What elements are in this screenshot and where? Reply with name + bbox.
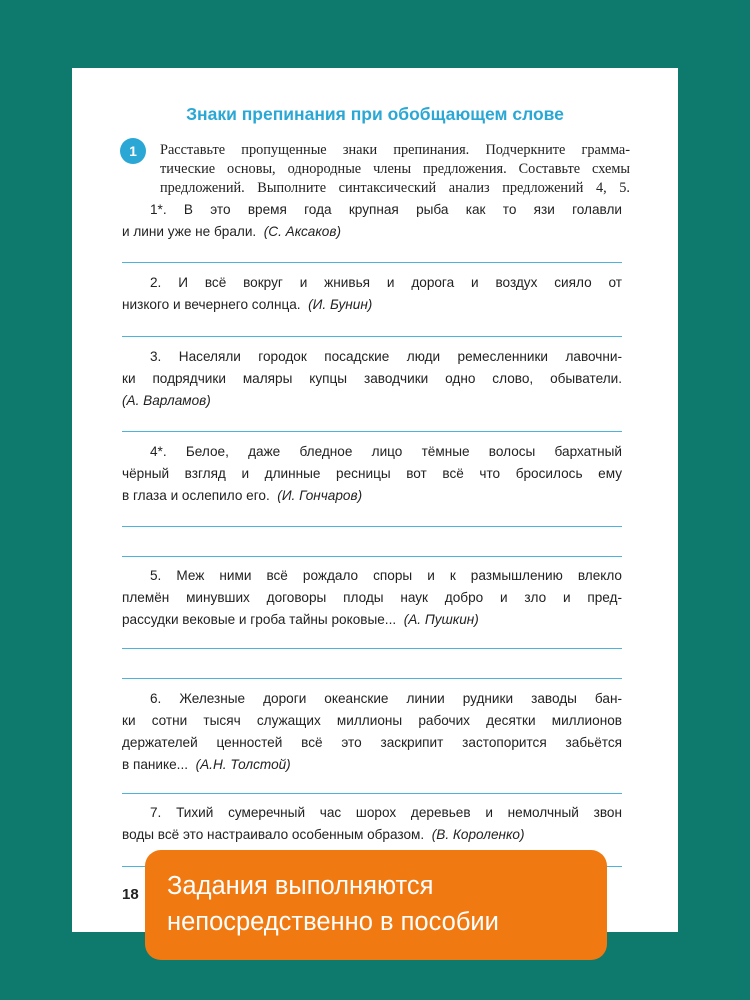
exercise-line: низкого и вечернего солнца. (И. Бунин)	[122, 297, 373, 312]
exercise-line: воды всё это настраивало особенным образом. (В. Короленко)	[122, 827, 525, 842]
banner-line-2: непосредственно в пособии	[167, 908, 499, 936]
answer-line[interactable]	[122, 648, 622, 649]
task-number-badge: 1	[120, 138, 146, 164]
banner-line-1: Задания выполняются	[167, 872, 434, 900]
exercise-line: рассудки вековые и гроба тайны роковые... (А. Пушкин)	[122, 612, 479, 627]
exercise-line: 1*. В это время года крупная рыба как то язи голавли	[150, 202, 622, 217]
exercise-line: ки подрядчики маляры купцы заводчики одно слово, обыватели.	[122, 371, 622, 386]
exercise-line: 2. И всё вокруг и жнивья и дорога и воздух сияло от	[150, 275, 622, 290]
exercise-4	[122, 441, 622, 507]
exercise-author: (А. Варламов)	[122, 393, 211, 408]
exercise-line: 5. Меж ними всё рождало споры и к размышлению влекло	[150, 568, 622, 583]
exercise-line: в глаза и ослепило его. (И. Гончаров)	[122, 488, 363, 503]
exercise-line	[122, 390, 622, 412]
exercise-line: в панике... (А.Н. Толстой)	[122, 757, 291, 772]
instruction-line: тические основы, однородные члены предложения. Составьте схемы	[160, 161, 630, 177]
exercise-5	[122, 565, 622, 631]
exercise-author: (В. Короленко)	[431, 827, 525, 842]
answer-line[interactable]	[122, 262, 622, 263]
exercise-2	[122, 272, 622, 316]
exercise-author: (А.Н. Толстой)	[195, 757, 291, 772]
page-number: 18	[122, 886, 139, 903]
workbook-page	[72, 68, 678, 932]
exercise-7	[122, 802, 622, 846]
answer-line[interactable]	[122, 336, 622, 337]
exercise-line: 6. Железные дороги океанские линии рудники заводы бан-	[150, 691, 622, 706]
exercise-author: (И. Бунин)	[308, 297, 373, 312]
instruction-line: предложений. Выполните синтаксический анализ предложений 4, 5.	[160, 180, 630, 196]
exercise-author: (И. Гончаров)	[277, 488, 363, 503]
exercise-3	[122, 346, 622, 412]
exercise-line: держателей ценностей всё это заскрипит застопорится забьётся	[122, 735, 622, 750]
page-title: Знаки препинания при обобщающем слове	[186, 104, 564, 124]
exercise-line: ки сотни тысяч служащих миллионы рабочих десятки миллионов	[122, 713, 622, 728]
answer-line[interactable]	[122, 793, 622, 794]
exercise-6	[122, 688, 622, 776]
exercise-line: 3. Населяли городок посадские люди ремесленники лавочни-	[150, 349, 622, 364]
exercise-author: (А. Пушкин)	[403, 612, 479, 627]
task-instruction	[160, 141, 630, 198]
answer-line[interactable]	[122, 526, 622, 527]
instruction-line: Расставьте пропущенные знаки препинания. Подчеркните грамма-	[160, 142, 630, 158]
exercise-author: (С. Аксаков)	[263, 224, 341, 239]
answer-line[interactable]	[122, 431, 622, 432]
exercise-line: 4*. Белое, даже бледное лицо тёмные волосы бархатный	[150, 444, 622, 459]
exercise-line: и лини уже не брали. (С. Аксаков)	[122, 224, 341, 239]
exercise-line: племён минувших договоры плоды наук добро и зло и пред-	[122, 590, 622, 605]
answer-line[interactable]	[122, 678, 622, 679]
exercise-1	[122, 199, 622, 243]
promo-banner	[145, 850, 607, 960]
exercise-line: 7. Тихий сумеречный час шорох деревьев и немолчный звон	[150, 805, 622, 820]
exercise-line: чёрный взгляд и длинные ресницы вот всё что бросилось ему	[122, 466, 622, 481]
answer-line[interactable]	[122, 556, 622, 557]
